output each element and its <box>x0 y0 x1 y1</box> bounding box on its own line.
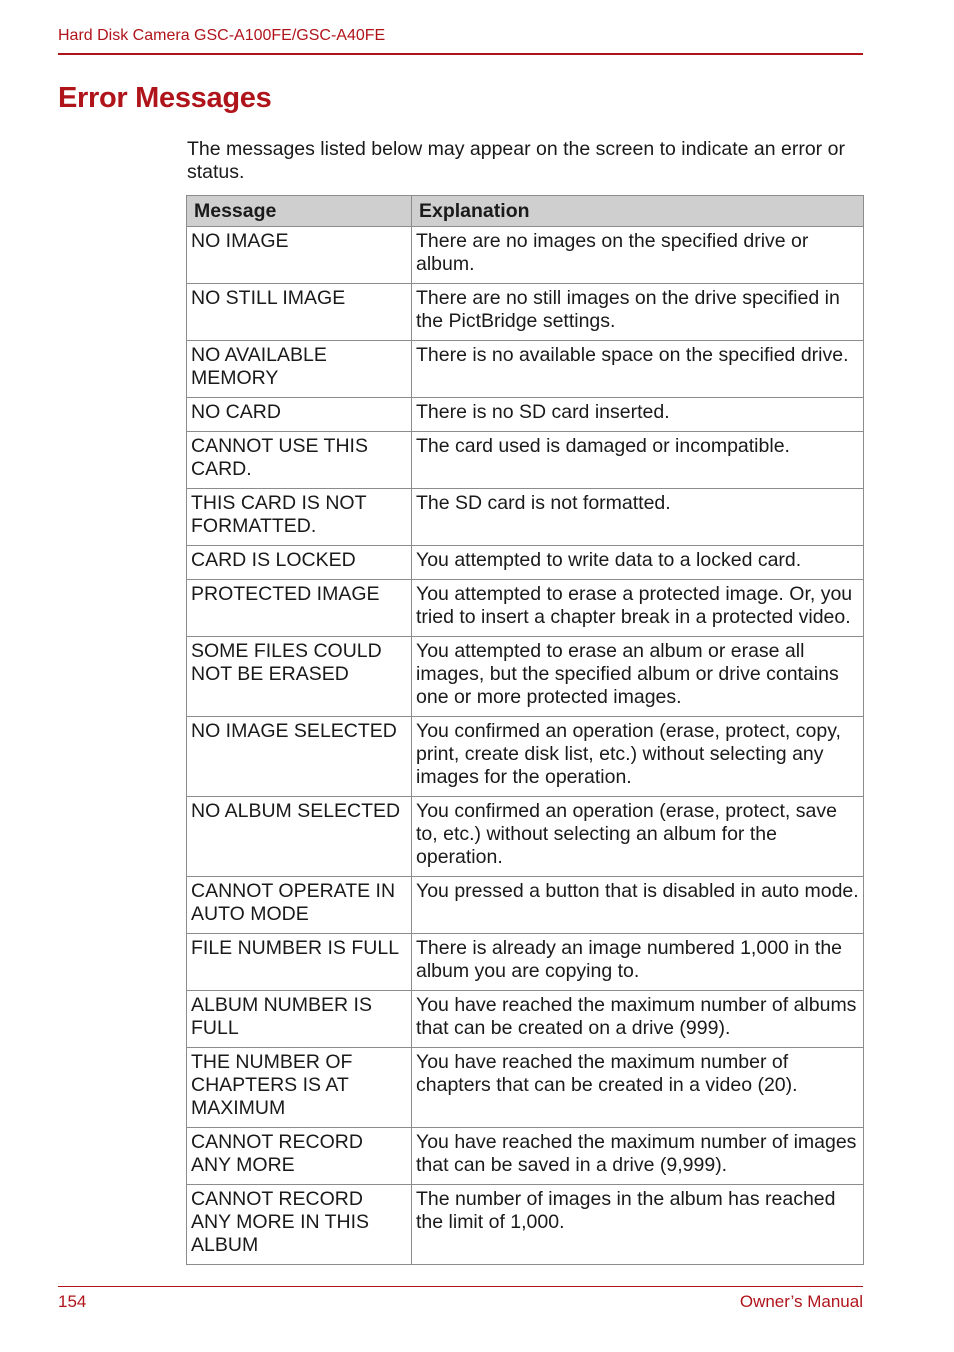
table-row <box>187 489 864 546</box>
explanation-cell: You attempted to write data to a locked card. <box>412 546 864 580</box>
table-row <box>187 580 864 637</box>
column-header-message: Message <box>187 196 412 227</box>
table-row <box>187 398 864 432</box>
message-cell: ALBUM NUMBER IS FULL <box>187 991 412 1048</box>
explanation-cell: There are no images on the specified drive or album. <box>412 227 864 284</box>
message-cell: NO STILL IMAGE <box>187 284 412 341</box>
message-cell: NO ALBUM SELECTED <box>187 797 412 877</box>
table-row <box>187 797 864 877</box>
table-row <box>187 1128 864 1185</box>
message-cell: SOME FILES COULD NOT BE ERASED <box>187 637 412 717</box>
footer-manual-title: Owner’s Manual <box>739 1292 863 1311</box>
table-row <box>187 432 864 489</box>
message-cell: FILE NUMBER IS FULL <box>187 934 412 991</box>
message-cell: THIS CARD IS NOT FORMATTED. <box>187 489 412 546</box>
explanation-cell: You attempted to erase a protected image. Or, you tried to insert a chapter break in a protected video. <box>412 580 864 637</box>
table-header-row <box>187 196 864 227</box>
explanation-cell: You have reached the maximum number of images that can be saved in a drive (9,999). <box>412 1128 864 1185</box>
explanation-cell: There is no SD card inserted. <box>412 398 864 432</box>
explanation-cell: The card used is damaged or incompatible. <box>412 432 864 489</box>
message-cell: CANNOT RECORD ANY MORE <box>187 1128 412 1185</box>
message-cell: CANNOT RECORD ANY MORE IN THIS ALBUM <box>187 1185 412 1265</box>
table-row <box>187 717 864 797</box>
table-row <box>187 637 864 717</box>
page-title: Error Messages <box>58 82 272 114</box>
message-cell: NO IMAGE <box>187 227 412 284</box>
message-cell: NO CARD <box>187 398 412 432</box>
footer-rule <box>58 1286 863 1287</box>
explanation-cell: You have reached the maximum number of albums that can be created on a drive (999). <box>412 991 864 1048</box>
table-row <box>187 1048 864 1128</box>
explanation-cell: You attempted to erase an album or erase all images, but the specified album or drive contains one or more protected images. <box>412 637 864 717</box>
message-cell: CARD IS LOCKED <box>187 546 412 580</box>
message-cell: CANNOT OPERATE IN AUTO MODE <box>187 877 412 934</box>
explanation-cell: There are no still images on the drive specified in the PictBridge settings. <box>412 284 864 341</box>
table-row <box>187 934 864 991</box>
message-cell: CANNOT USE THIS CARD. <box>187 432 412 489</box>
message-cell: PROTECTED IMAGE <box>187 580 412 637</box>
explanation-cell: You confirmed an operation (erase, protect, copy, print, create disk list, etc.) without selecting any images for the operation. <box>412 717 864 797</box>
table-row <box>187 1185 864 1265</box>
explanation-cell: There is already an image numbered 1,000 in the album you are copying to. <box>412 934 864 991</box>
table-row <box>187 227 864 284</box>
explanation-cell: The number of images in the album has reached the limit of 1,000. <box>412 1185 864 1265</box>
message-cell: THE NUMBER OF CHAPTERS IS AT MAXIMUM <box>187 1048 412 1128</box>
table-row <box>187 991 864 1048</box>
header-rule <box>58 53 863 55</box>
error-messages-table <box>186 195 864 1265</box>
table-row <box>187 877 864 934</box>
explanation-cell: You pressed a button that is disabled in auto mode. <box>412 877 864 934</box>
table-row <box>187 284 864 341</box>
intro-paragraph: The messages listed below may appear on the screen to indicate an error or status. <box>187 138 845 183</box>
message-cell: NO IMAGE SELECTED <box>187 717 412 797</box>
table-row <box>187 341 864 398</box>
page-number: 154 <box>58 1292 87 1311</box>
explanation-cell: The SD card is not formatted. <box>412 489 864 546</box>
running-header: Hard Disk Camera GSC-A100FE/GSC-A40FE <box>58 27 386 44</box>
message-cell: NO AVAILABLE MEMORY <box>187 341 412 398</box>
explanation-cell: You have reached the maximum number of chapters that can be created in a video (20). <box>412 1048 864 1128</box>
column-header-explanation: Explanation <box>412 196 864 227</box>
table-row <box>187 546 864 580</box>
explanation-cell: There is no available space on the specified drive. <box>412 341 864 398</box>
explanation-cell: You confirmed an operation (erase, protect, save to, etc.) without selecting an album for the operation. <box>412 797 864 877</box>
